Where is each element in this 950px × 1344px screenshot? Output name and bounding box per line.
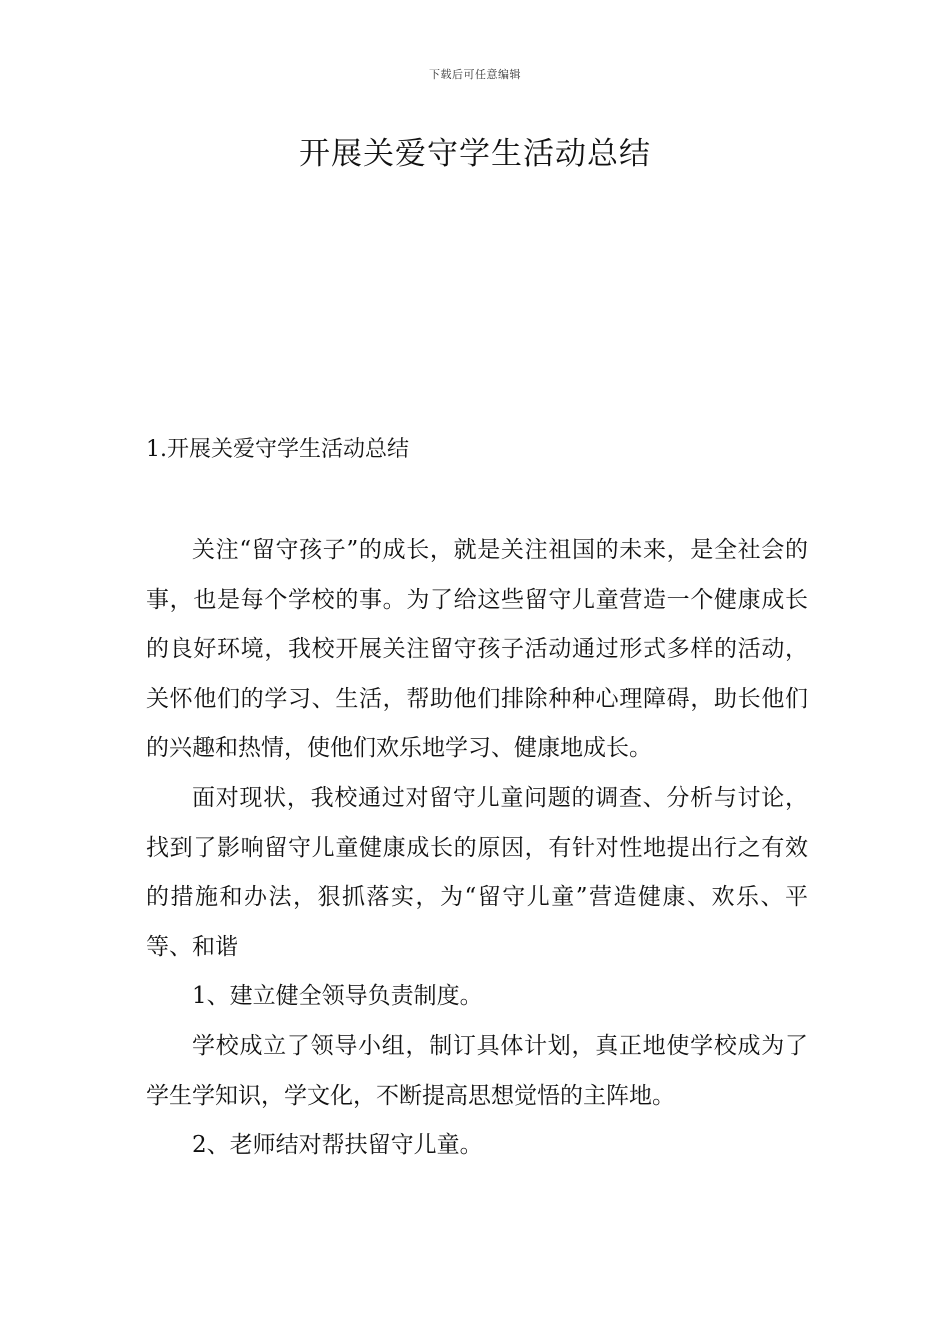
paragraph-item-1-heading: 1、建立健全领导负责制度。 [192,983,483,1010]
paragraph-item-1-detail: 学校成立了领导小组，制订具体计划，真正地使学校成为了学生学知识，学文化，不断提高思想觉悟的主阵地。 [146,1032,808,1109]
download-note: 下载后可任意编辑 [429,68,521,81]
document-body [146,526,808,1171]
paragraph-intro: 关注“留守孩子”的成长，就是关注祖国的未来，是全社会的事，也是每个学校的事。为了给这些留守儿童营造一个健康成长的良好环境，我校开展关注留守孩子活动通过形式多样的活动，关怀他们的学习、生活，帮助他们排除种种心理障碍，助长他们的兴趣和热情，使他们欢乐地学习、健康地成长。 [146,537,808,762]
document-title: 开展关爱守学生活动总结 [299,136,651,172]
section-heading: 1.开展关爱守学生活动总结 [146,437,409,462]
paragraph-situation: 面对现状，我校通过对留守儿童问题的调查、分析与讨论，找到了影响留守儿童健康成长的原因，有针对性地提出行之有效的措施和办法，狠抓落实，为“留守儿童”营造健康、欢乐、平等、和谐 [146,784,808,960]
paragraph-item-2-heading: 2、老师结对帮扶留守儿童。 [192,1132,483,1159]
